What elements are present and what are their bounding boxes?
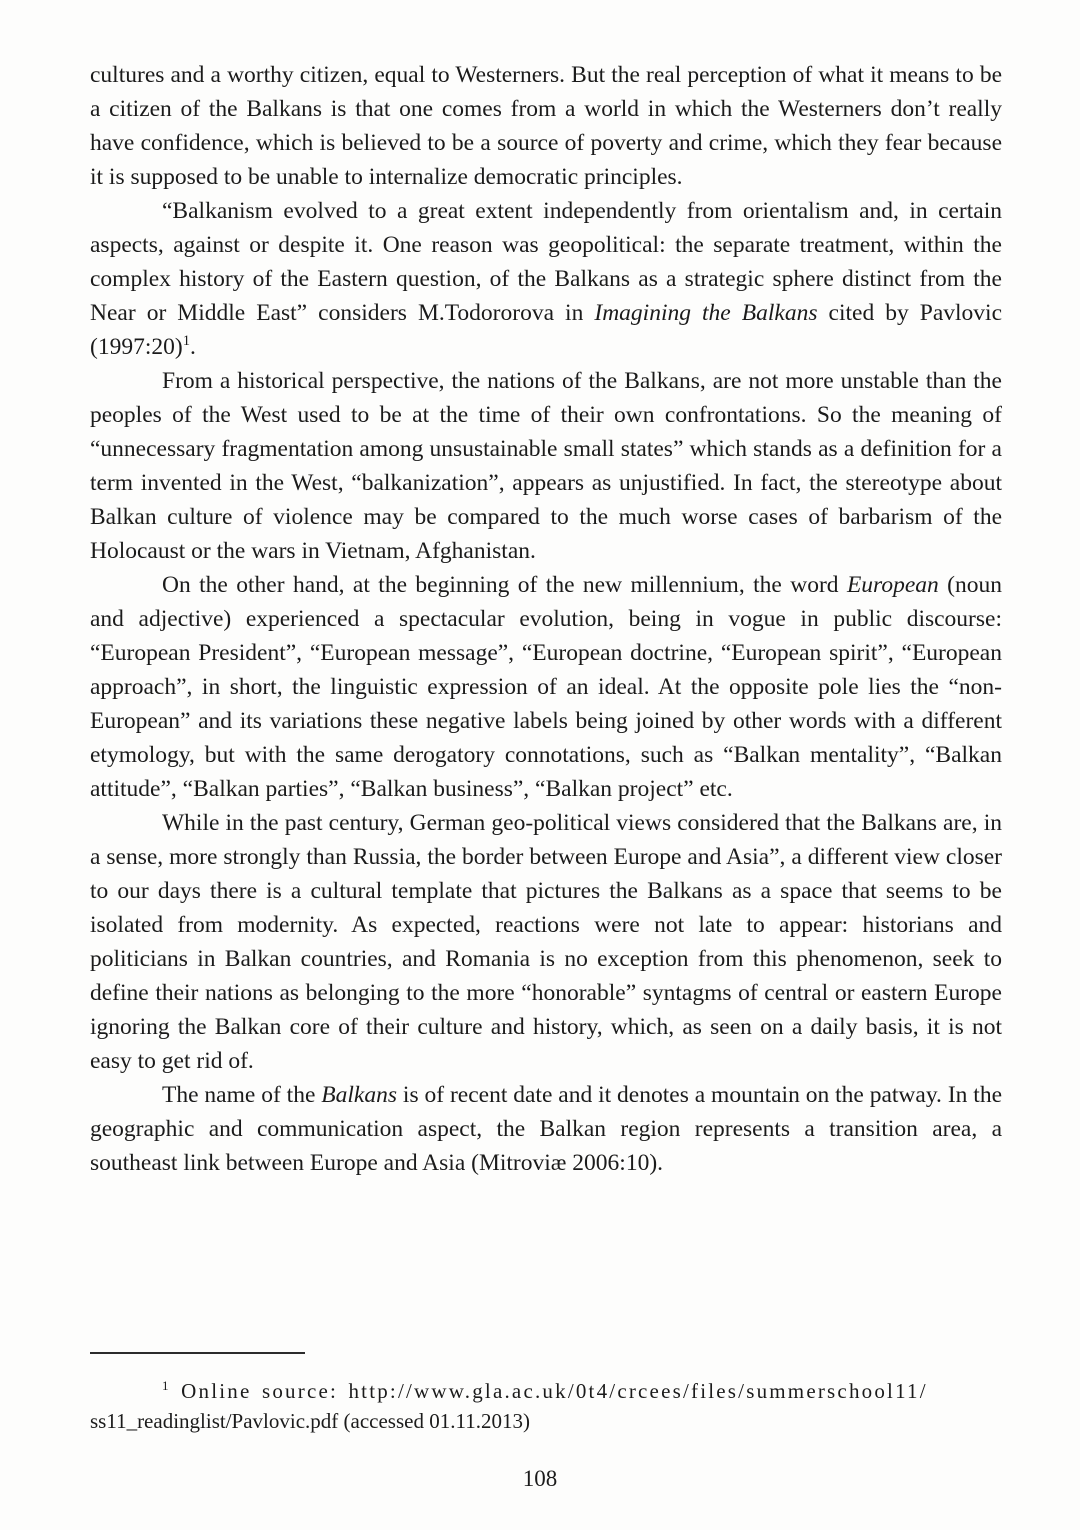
text-run: cultures and a worthy citizen, equal to Westerners. But the real perception of what it means to be a citizen of the Balkans is that one comes from a world in which the Westerners don’t really have confidence, which is believed to be a source of poverty and crime, which they fear because it is supposed to be unable to internalize democratic principles. bbox=[90, 62, 1002, 190]
footnote-line bbox=[90, 1406, 1002, 1436]
body-text bbox=[90, 58, 1002, 1180]
italic-text: European bbox=[846, 572, 939, 598]
footnote-line bbox=[90, 1376, 1002, 1406]
text-run: On the other hand, at the beginning of the new millennium, the word bbox=[162, 572, 847, 598]
italic-text: Imagining the Balkans bbox=[594, 300, 818, 326]
paragraph bbox=[90, 364, 1002, 568]
superscript-marker: 1 bbox=[182, 333, 190, 350]
page-number: 108 bbox=[522, 1466, 558, 1491]
text-run: (noun and adjective) experienced a spectacular evolution, being in vogue in public discourse: “European President”, “European message”, “European doctrine, “European spirit”, “European approach”, in short, the linguistic expression of an ideal. At the opposite pole lies the “non-European” and its variations these negative labels being joined by other words with a different etymology, but with the same derogatory connotations, such as “Balkan mentality”, “Balkan attitude”, “Balkan parties”, “Balkan business”, “Balkan project” etc. bbox=[90, 572, 1003, 802]
text-run: While in the past century, German geo-political views considered that the Balkans are, in a sense, more strongly than Russia, the border between Europe and Asia”, a different view closer to our days there is a cultural template that pictures the Balkans as a space that seems to be isolated from modernity. As expected, reactions were not late to appear: historians and politicians in Balkan countries, and Romania is no exception from this phenomenon, seek to define their nations as belonging to the more “honorable” syntagms of central or eastern Europe ignoring the Balkan core of their culture and history, which, as seen on a daily basis, it is not easy to get rid of. bbox=[90, 810, 1002, 1074]
footnote-divider bbox=[90, 1352, 305, 1354]
paragraph bbox=[90, 194, 1002, 364]
text-run: The name of the bbox=[162, 1082, 322, 1108]
superscript-marker: 1 bbox=[162, 1378, 171, 1393]
text-run: ss11_readinglist/Pavlovic.pdf (accessed 01.11.2013) bbox=[90, 1409, 530, 1433]
text-run: From a historical perspective, the nations of the Balkans, are not more unstable than the peoples of the West used to be at the time of their own confrontations. So the meaning of “unnecessary fragmentation among unsustainable small states” which stands as a definition for a term invented in the West, “balkanization”, appears as unjustified. In fact, the stereotype about Balkan culture of violence may be compared to the much worse cases of barbarism of the Holocaust or the wars in Vietnam, Afghanistan. bbox=[90, 368, 1002, 564]
footnote-section bbox=[90, 1352, 1002, 1436]
paragraph bbox=[90, 58, 1002, 194]
text-run: Online source: http://www.gla.ac.uk/0t4/crcees/files/summerschool11/ bbox=[170, 1379, 928, 1403]
text-run: “Balkanism evolved to a great extent independently from orientalism and, in certain aspects, against or despite it. One reason was geopolitical: the separate treatment, within the complex history of the Eastern question, of the Balkans as a strategic sphere distinct from the Near or Middle East” considers M.Todororova in bbox=[90, 198, 1002, 326]
text-run: . bbox=[189, 334, 196, 360]
text-run: is of recent date and it denotes a mountain on the patway. In the geographic and communication aspect, the Balkan region represents a transition area, a southeast link between Europe and Asia (Mitroviæ 2006:10). bbox=[90, 1082, 1002, 1176]
paragraph bbox=[90, 1078, 1002, 1180]
italic-text: Balkans bbox=[321, 1082, 398, 1108]
text-run: cited by Pavlovic (1997:20) bbox=[90, 300, 1003, 360]
paragraph bbox=[90, 806, 1002, 1078]
paragraph bbox=[90, 568, 1002, 806]
